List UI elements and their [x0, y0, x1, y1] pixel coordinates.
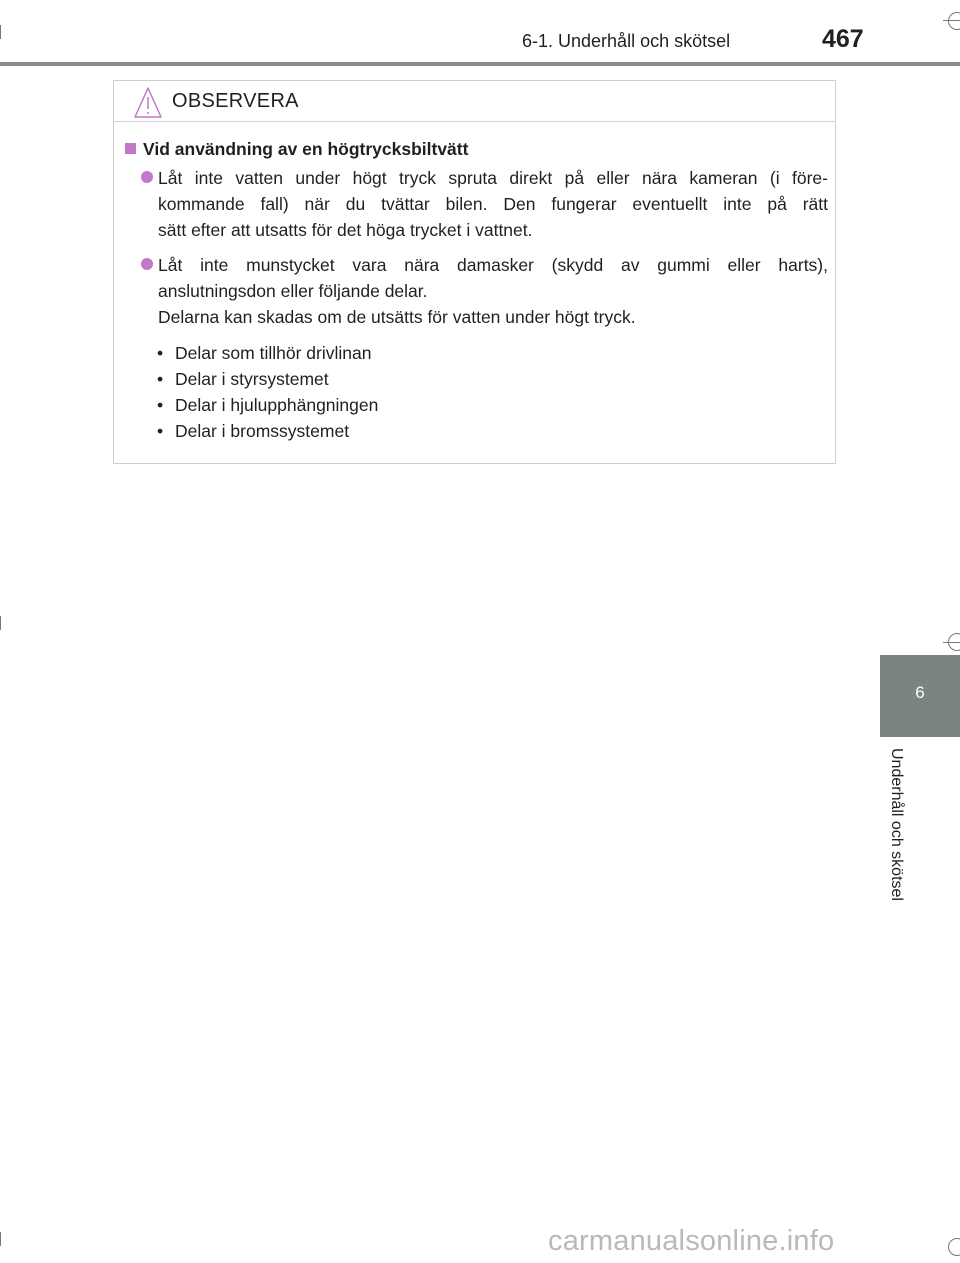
circle-bullet-icon — [141, 171, 153, 183]
text-line: Delarna kan skadas om de utsätts för vatten under högt tryck. — [158, 307, 636, 327]
header-rule — [0, 62, 960, 66]
circle-bullet-icon — [141, 258, 153, 270]
subheading-text: Vid användning av en högtrycksbiltvätt — [143, 139, 469, 159]
registration-mark — [948, 1238, 960, 1256]
chapter-label: Underhåll och skötsel — [888, 748, 905, 901]
list-item — [141, 165, 828, 243]
text-line: Låt inte vatten under högt tryck spruta direkt på eller nära kameran (i före- — [158, 168, 828, 188]
chapter-number: 6 — [915, 683, 925, 702]
crop-mark — [0, 1232, 1, 1246]
sub-list-item: • Delar i bromssystemet — [157, 418, 378, 444]
list-item-text — [158, 165, 828, 243]
crop-mark — [0, 616, 1, 630]
chapter-tab — [880, 655, 960, 737]
text-line: sätt efter att utsatts för det höga trycket i vattnet. — [158, 220, 533, 240]
notice-subheading — [125, 139, 468, 160]
square-bullet-icon — [125, 143, 136, 154]
text-line: Låt inte munstycket vara nära damasker (skydd av gummi eller harts), — [158, 255, 828, 275]
notice-box — [113, 80, 836, 464]
sub-list-item: • Delar i styrsystemet — [157, 366, 378, 392]
page-number: 467 — [822, 25, 864, 53]
notice-header — [114, 81, 835, 122]
watermark: carmanualsonline.info — [548, 1225, 835, 1257]
registration-mark — [948, 12, 960, 30]
sub-list — [157, 340, 378, 444]
crop-mark — [0, 25, 1, 39]
section-title: 6-1. Underhåll och skötsel — [522, 31, 731, 51]
crop-mark — [943, 642, 960, 643]
sub-list-item: • Delar som tillhör drivlinan — [157, 340, 378, 366]
sub-list-item: • Delar i hjulupphängningen — [157, 392, 378, 418]
text-line: anslutningsdon eller följande delar. — [158, 281, 428, 301]
list-item — [141, 252, 828, 330]
text-line: kommande fall) när du tvättar bilen. Den fungerar eventuellt inte på rätt — [158, 194, 828, 214]
list-item-text — [158, 252, 828, 330]
notice-title: OBSERVERA — [172, 90, 299, 112]
